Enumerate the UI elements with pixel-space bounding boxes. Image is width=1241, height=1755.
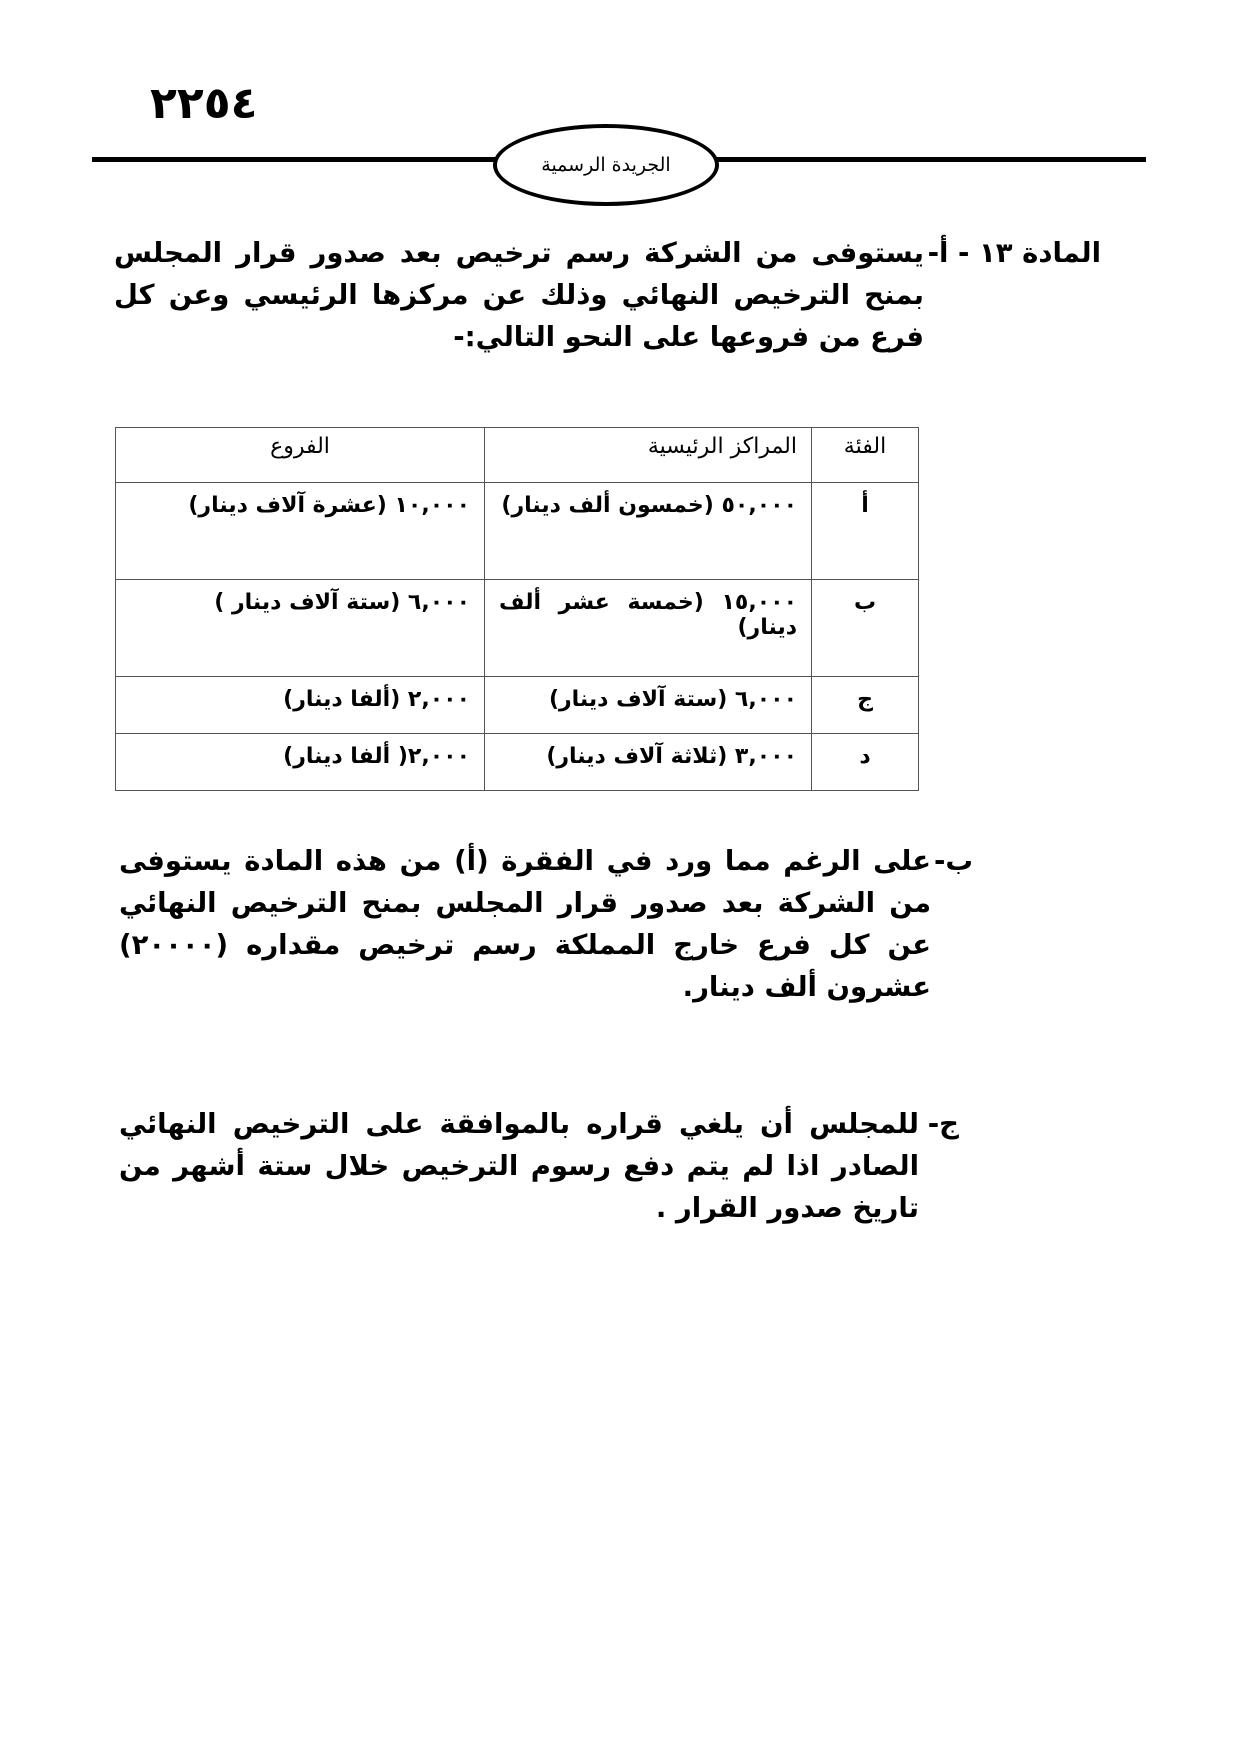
table-row xyxy=(116,483,919,580)
row-main: ٥٠,٠٠٠ (خمسون ألف دينار) xyxy=(485,483,812,580)
para-b-label xyxy=(934,840,973,882)
row-branches: ١٠,٠٠٠ (عشرة آلاف دينار) xyxy=(116,483,485,580)
row-main: ٣,٠٠٠ (ثلاثة آلاف دينار) xyxy=(485,734,812,791)
gazette-title: الجريدة الرسمية xyxy=(541,154,671,176)
row-category: د xyxy=(812,734,919,791)
table-row xyxy=(116,734,919,791)
para-c-label-text: ج- xyxy=(927,1108,959,1140)
article-label-text: المادة ١٣ - أ- xyxy=(927,237,1101,269)
fees-table xyxy=(115,427,919,791)
row-branches: ٢,٠٠٠( ألفا دينار) xyxy=(116,734,485,791)
para-c-text: للمجلس أن يلغي قراره بالموافقة على الترخيص النهائي الصادر اذا لم يتم دفع رسوم الترخيص خلال ستة أشهر من تاريخ صدور القرار . xyxy=(119,1108,919,1224)
table-row xyxy=(116,580,919,677)
page-number: ٢٢٥٤ xyxy=(150,78,258,129)
row-category: أ xyxy=(812,483,919,580)
row-branches: ٢,٠٠٠ (ألفا دينار) xyxy=(116,677,485,734)
article-para-a: يستوفى من الشركة رسم ترخيص بعد صدور قرار المجلس بمنح الترخيص النهائي وذلك عن مركزها الرئيسي وعن كل فرع من فروعها على النحو التالي:- xyxy=(114,237,924,353)
row-main: ٦,٠٠٠ (ستة آلاف دينار) xyxy=(485,677,812,734)
row-category: ج xyxy=(812,677,919,734)
para-c-label xyxy=(928,1103,959,1145)
para-b-text: على الرغم مما ورد في الفقرة (أ) من هذه المادة يستوفى من الشركة بعد صدور قرار المجلس بمنح الترخيص النهائي عن كل فرع خارج المملكة رسم ترخيص مقداره (٢٠٠٠٠) عشرون ألف دينار. xyxy=(119,845,931,1003)
header-branches: الفروع xyxy=(116,428,485,483)
row-category: ب xyxy=(812,580,919,677)
para-b-label-text: ب- xyxy=(933,845,973,877)
header-main-centers: المراكز الرئيسية xyxy=(485,428,812,483)
header-category: الفئة xyxy=(812,428,919,483)
row-branches: ٦,٠٠٠ (ستة آلاف دينار ) xyxy=(116,580,485,677)
table-header-row xyxy=(116,428,919,483)
gazette-header-badge xyxy=(493,124,719,206)
row-main: ١٥,٠٠٠ (خمسة عشر ألف دينار) xyxy=(485,580,812,677)
table-row xyxy=(116,677,919,734)
